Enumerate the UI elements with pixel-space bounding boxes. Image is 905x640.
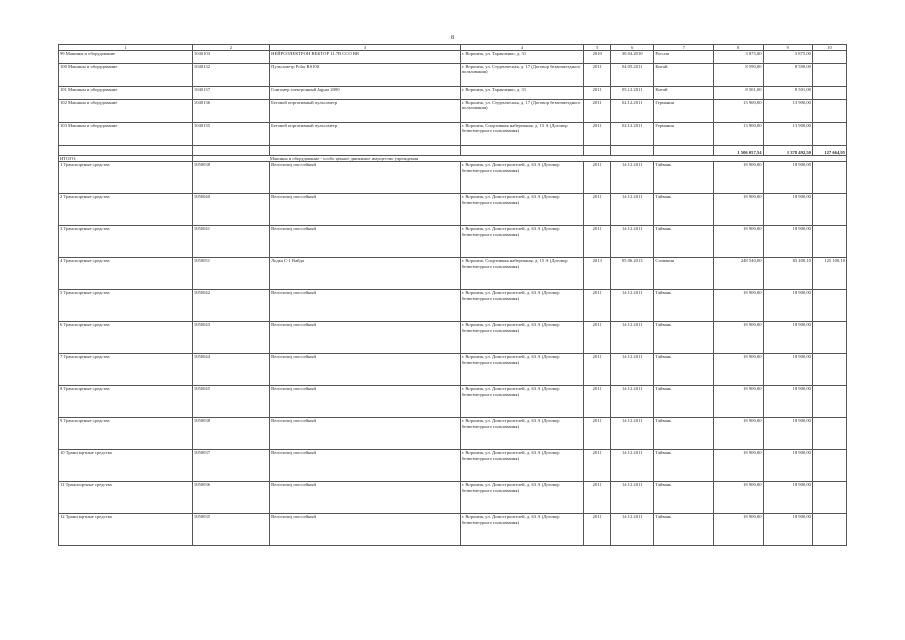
table-cell: Китай xyxy=(654,87,714,100)
table-cell: 3 875,00 xyxy=(763,51,812,64)
table-cell: 18 900,00 xyxy=(714,290,763,322)
table-cell: Велосипед шоссейный xyxy=(270,418,461,450)
table-cell: 248 540,00 xyxy=(714,258,763,290)
table-cell: 1050042 xyxy=(192,290,269,322)
col-header: 5 xyxy=(584,45,611,51)
table-cell: 13 900,00 xyxy=(714,123,763,146)
col-header: 8 xyxy=(714,45,763,51)
table-row xyxy=(59,51,847,64)
table-row xyxy=(59,418,847,450)
table-cell: 18 900,00 xyxy=(714,418,763,450)
table-cell: 2 Транспортные средства xyxy=(59,194,193,226)
table-cell: 8 501,00 xyxy=(763,87,812,100)
table-cell: 1040103 xyxy=(192,51,269,64)
table-cell: г. Воронеж, ул. Таранченко, д. 31 xyxy=(460,51,584,64)
table-cell: Велосипед шоссейный xyxy=(270,194,461,226)
table-cell: 1040132 xyxy=(192,64,269,87)
table-cell: 18 900,00 xyxy=(714,482,763,514)
table-cell xyxy=(812,450,846,482)
table-cell: 2011 xyxy=(584,482,611,514)
table-row xyxy=(59,322,847,354)
table-cell xyxy=(192,146,269,156)
table-cell: 05.12.2011 xyxy=(611,87,654,100)
table-cell: Китай xyxy=(654,64,714,87)
table-cell: Беговой портативный пульсометр xyxy=(270,100,461,123)
table-cell: 1050043 xyxy=(192,322,269,354)
table-cell: 18 900,00 xyxy=(763,450,812,482)
table-cell xyxy=(812,354,846,386)
table-cell xyxy=(812,64,846,87)
table-cell: 2011 xyxy=(584,386,611,418)
table-cell: 2011 xyxy=(584,514,611,546)
table-row xyxy=(59,482,847,514)
table-cell: Тайвань xyxy=(654,418,714,450)
table-cell: Велосипед шоссейный xyxy=(270,386,461,418)
table-cell: 14.12.2011 xyxy=(611,514,654,546)
table-cell: 1050036 xyxy=(192,482,269,514)
table-cell: 8 501,00 xyxy=(714,87,763,100)
col-header: 6 xyxy=(611,45,654,51)
table-cell: Тайвань xyxy=(654,354,714,386)
table-row xyxy=(59,87,847,100)
subtotal-value: 127 664,95 xyxy=(812,146,846,156)
subtotal-value: 1 506 057,54 xyxy=(714,146,763,156)
table-cell: 100 Машины и оборудование xyxy=(59,64,193,87)
table-cell: 102 Машины и оборудование xyxy=(59,100,193,123)
table-cell: 2011 xyxy=(584,123,611,146)
table-cell: Тайвань xyxy=(654,450,714,482)
table-cell: 02.12.2011 xyxy=(611,123,654,146)
table-row xyxy=(59,100,847,123)
table-cell: 2011 xyxy=(584,450,611,482)
table-cell: НЕЙРОЭЛЕКТРОН ВЕКТОР 11.7В ССО ВВ xyxy=(270,51,461,64)
table-cell: 05.06.2013 xyxy=(611,258,654,290)
table-cell: 18 900,00 xyxy=(763,514,812,546)
table-row xyxy=(59,194,847,226)
total-label: ИТОГО: xyxy=(59,156,193,162)
table-cell: 99 Машины и оборудование xyxy=(59,51,193,64)
table-cell: Велосипед шоссейный xyxy=(270,162,461,194)
table-cell: 1050038 xyxy=(192,162,269,194)
table-cell: 9 Транспортные средства xyxy=(59,418,193,450)
table-cell: 18 900,00 xyxy=(714,354,763,386)
table-cell xyxy=(812,418,846,450)
table-cell: 1050051 xyxy=(192,258,269,290)
table-row xyxy=(59,450,847,482)
table-row xyxy=(59,514,847,546)
table-cell: 30.04.2010 xyxy=(611,51,654,64)
table-cell: 14.12.2011 xyxy=(611,162,654,194)
table-cell: 2011 xyxy=(584,322,611,354)
table-cell: 14.12.2011 xyxy=(611,290,654,322)
total-category: Машины и оборудование - особо ценное движимое имущество учреждения xyxy=(192,156,846,162)
table-cell xyxy=(812,87,846,100)
table-cell: 2011 xyxy=(584,226,611,258)
table-row xyxy=(59,386,847,418)
table-cell: 13 900,00 xyxy=(714,100,763,123)
table-cell: Тайвань xyxy=(654,482,714,514)
table-cell: 8 Транспортные средства xyxy=(59,386,193,418)
table-cell: г. Воронеж, ул. Домостроителей, д. 63 А (Договор безвозмездного пользования) xyxy=(460,514,584,546)
table-cell: Германия xyxy=(654,123,714,146)
table-cell: г. Воронеж, ул. Домостроителей, д. 63 А (Договор безвозмездного пользования) xyxy=(460,418,584,450)
table-cell: 103 Машины и оборудование xyxy=(59,123,193,146)
table-cell: 18 900,00 xyxy=(714,386,763,418)
table-row xyxy=(59,258,847,290)
table-cell xyxy=(812,482,846,514)
table-row xyxy=(59,226,847,258)
asset-register-table xyxy=(58,44,847,546)
table-cell: г. Воронеж, ул. Домостроителей, д. 63 А (Договор безвозмездного пользования) xyxy=(460,354,584,386)
table-cell: 14.12.2011 xyxy=(611,450,654,482)
table-row xyxy=(59,290,847,322)
table-cell: 2011 xyxy=(584,64,611,87)
col-header: 1 xyxy=(59,45,193,51)
table-cell: 18 900,00 xyxy=(714,514,763,546)
table-cell: 18 900,00 xyxy=(714,162,763,194)
table-cell: Словакия xyxy=(654,258,714,290)
table-cell: г. Воронеж, ул. Домостроителей, д. 63 А (Договор безвозмездного пользования) xyxy=(460,226,584,258)
table-cell: Тайвань xyxy=(654,386,714,418)
table-cell: г. Воронеж, ул. Домостроителей, д. 63 А (Договор безвозмездного пользования) xyxy=(460,162,584,194)
table-cell: 02.12.2011 xyxy=(611,100,654,123)
table-cell: 18 900,00 xyxy=(763,162,812,194)
table-row xyxy=(59,64,847,87)
table-cell: Тайвань xyxy=(654,322,714,354)
table-cell: 13 900,00 xyxy=(763,123,812,146)
table-cell: г. Воронеж, Спортивная набережная, д. 15 А (Договор безвозмездного пользования) xyxy=(460,258,584,290)
table-cell: Тайвань xyxy=(654,226,714,258)
table-cell: 18 900,00 xyxy=(763,322,812,354)
table-cell: 2011 xyxy=(584,87,611,100)
table-cell: 1040136 xyxy=(192,100,269,123)
table-cell: 14.12.2011 xyxy=(611,482,654,514)
table-cell: 18 900,00 xyxy=(763,386,812,418)
table-cell: 18 900,00 xyxy=(714,226,763,258)
table-cell: 18 900,00 xyxy=(763,226,812,258)
table-cell: 1040135 xyxy=(192,123,269,146)
col-header: 4 xyxy=(460,45,584,51)
table-cell: 2013 xyxy=(584,258,611,290)
subtotal-row xyxy=(59,146,847,156)
table-cell: 14.12.2011 xyxy=(611,386,654,418)
table-cell xyxy=(812,386,846,418)
table-cell: 3 875,00 xyxy=(714,51,763,64)
table-cell: 18 900,00 xyxy=(714,450,763,482)
table-cell: Пульсометр Polar RS100 xyxy=(270,64,461,87)
table-cell: 2011 xyxy=(584,290,611,322)
table-cell: Велосипед шоссейный xyxy=(270,322,461,354)
table-cell: 18 900,00 xyxy=(763,482,812,514)
table-cell: 18 900,00 xyxy=(763,354,812,386)
table-cell: г. Воронеж, ул. Домостроителей, д. 63 А (Договор безвозмездного пользования) xyxy=(460,386,584,418)
table-cell: 101 Машины и оборудование xyxy=(59,87,193,100)
table-cell: 14.12.2011 xyxy=(611,418,654,450)
table-cell: Велосипед шоссейный xyxy=(270,482,461,514)
table-cell: 12 Транспортные средства xyxy=(59,514,193,546)
table-cell: г. Воронеж, ул. Домостроителей, д. 63 А (Договор безвозмездного пользования) xyxy=(460,482,584,514)
table-cell: 2011 xyxy=(584,100,611,123)
table-cell: 2011 xyxy=(584,194,611,226)
table-cell: 18 900,00 xyxy=(714,194,763,226)
table-cell xyxy=(812,194,846,226)
table-cell xyxy=(812,290,846,322)
table-cell xyxy=(654,146,714,156)
table-cell: 04.05.2011 xyxy=(611,64,654,87)
table-cell: 1050045 xyxy=(192,386,269,418)
table-cell: Велосипед шоссейный xyxy=(270,226,461,258)
table-cell: Тайвань xyxy=(654,290,714,322)
table-cell xyxy=(460,146,584,156)
table-cell: 83 400,10 xyxy=(763,258,812,290)
table-cell: 2011 xyxy=(584,354,611,386)
table-cell: 18 900,00 xyxy=(714,322,763,354)
table-cell: г. Воронеж, ул. Домостроителей, д. 63 А (Договор безвозмездного пользования) xyxy=(460,194,584,226)
table-cell: 18 900,00 xyxy=(763,290,812,322)
table-cell: 2011 xyxy=(584,418,611,450)
table-cell xyxy=(812,51,846,64)
table-cell: г. Воронеж, ул. Домостроителей, д. 63 А (Договор безвозмездного пользования) xyxy=(460,322,584,354)
table-cell: 1050035 xyxy=(192,514,269,546)
table-cell: 5 Транспортные средства xyxy=(59,290,193,322)
table-cell: 13 900,00 xyxy=(763,100,812,123)
table-cell: г. Воронеж, ул. Таранченко, д. 31 xyxy=(460,87,584,100)
table-cell xyxy=(812,123,846,146)
table-cell: Россия xyxy=(654,51,714,64)
table-cell: Велосипед шоссейный xyxy=(270,354,461,386)
table-cell: Германия xyxy=(654,100,714,123)
table-cell: 1040137 xyxy=(192,87,269,100)
table-cell xyxy=(812,100,846,123)
table-cell: 1050040 xyxy=(192,194,269,226)
table-cell: 14.12.2011 xyxy=(611,354,654,386)
table-cell: Лодка С-1 Вайда xyxy=(270,258,461,290)
table-cell: 7 Транспортные средства xyxy=(59,354,193,386)
table-cell: 18 900,00 xyxy=(763,418,812,450)
table-cell: 4 Транспортные средства xyxy=(59,258,193,290)
table-cell: 14.12.2011 xyxy=(611,194,654,226)
table-cell: Гонгомер электронный Jaguar 2000 xyxy=(270,87,461,100)
col-header: 2 xyxy=(192,45,269,51)
table-cell: 8 590,00 xyxy=(763,64,812,87)
table-cell: 1050038 xyxy=(192,418,269,450)
table-cell: 8 590,00 xyxy=(714,64,763,87)
table-cell: 14.12.2011 xyxy=(611,322,654,354)
table-cell: 14.12.2011 xyxy=(611,226,654,258)
table-cell: 1050044 xyxy=(192,354,269,386)
col-header: 7 xyxy=(654,45,714,51)
table-cell: 3 Транспортные средства xyxy=(59,226,193,258)
table-cell xyxy=(270,146,461,156)
table-cell: 1050041 xyxy=(192,226,269,258)
col-header: 3 xyxy=(270,45,461,51)
table-cell: Беговой портативный пульсометр xyxy=(270,123,461,146)
table-row xyxy=(59,123,847,146)
col-header: 9 xyxy=(763,45,812,51)
table-cell: Велосипед шоссейный xyxy=(270,450,461,482)
table-cell: 2010 xyxy=(584,51,611,64)
table-cell xyxy=(812,162,846,194)
table-cell: 125 100,10 xyxy=(812,258,846,290)
table-cell: Тайвань xyxy=(654,162,714,194)
table-cell: Велосипед шоссейный xyxy=(270,514,461,546)
table-cell: 11 Транспортные средства xyxy=(59,482,193,514)
table-cell: Велосипед шоссейный xyxy=(270,290,461,322)
subtotal-value: 1 378 492,50 xyxy=(763,146,812,156)
table-cell: 6 Транспортные средства xyxy=(59,322,193,354)
table-cell: 2011 xyxy=(584,162,611,194)
table-cell: Тайвань xyxy=(654,194,714,226)
table-row xyxy=(59,162,847,194)
table-cell: 18 900,00 xyxy=(763,194,812,226)
table-cell: 10 Транспортные средства xyxy=(59,450,193,482)
table-cell xyxy=(812,514,846,546)
table-cell xyxy=(59,146,193,156)
table-cell: 1 Транспортные средства xyxy=(59,162,193,194)
table-cell: г. Воронеж, ул. Домостроителей, д. 63 А (Договор безвозмездного пользования) xyxy=(460,290,584,322)
table-cell xyxy=(611,146,654,156)
table-cell xyxy=(584,146,611,156)
page-number: 8 xyxy=(451,35,454,41)
table-cell xyxy=(812,226,846,258)
table-cell: г. Воронеж, ул. Студенческая, д. 17 (Договор безвозмездного пользования) xyxy=(460,64,584,87)
table-cell: г. Воронеж, Спортивная набережная, д. 15 А (Договор безвозмездного пользования) xyxy=(460,123,584,146)
table-cell: Тайвань xyxy=(654,514,714,546)
table-row xyxy=(59,354,847,386)
table-cell: 1050037 xyxy=(192,450,269,482)
col-header: 10 xyxy=(812,45,846,51)
table-cell: г. Воронеж, ул. Студенческая, д. 17 (Договор безвозмездного пользования) xyxy=(460,100,584,123)
table-cell: г. Воронеж, ул. Домостроителей, д. 63 А (Договор безвозмездного пользования) xyxy=(460,450,584,482)
table-cell xyxy=(812,322,846,354)
